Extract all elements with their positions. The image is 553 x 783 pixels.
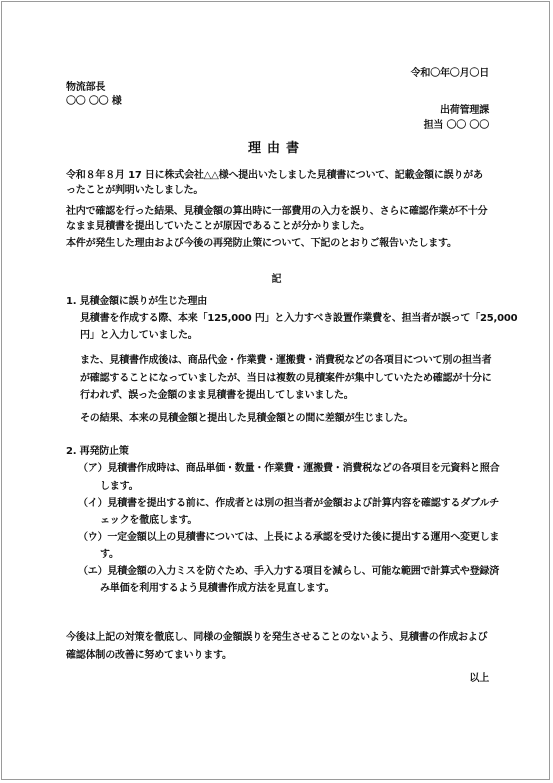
document-date: 令和〇年〇月〇日 [410, 68, 489, 79]
intro-line: 令和８年８月 17 日に株式会社△△様へ提出いたしました見積書について、記載金額に誤りがあ [66, 170, 483, 181]
section2-item: ェックを徹底します。 [100, 515, 198, 526]
section2-item: （ウ）一定金額以上の見積書については、上長による承認を受けた後に提出する運用へ変更しま [78, 532, 500, 543]
section1-line: 見積書を作成する際、本来「125,000 円」と入力すべき設置作業費を、担当者が誤って「25,000 [80, 313, 518, 324]
section2-item: （エ）見積金額の入力ミスを防ぐため、手入力する項目を減らし、可能な範囲で計算式や登録済 [78, 566, 499, 577]
closing-line: 確認体制の改善に努めてまいります。 [66, 650, 232, 661]
section1-heading: 1. 見積金額に誤りが生じた理由 [66, 296, 208, 307]
section1-line: また、見積書作成後は、商品代金・作業費・運搬費・消費税などの各項目について別の担当者 [80, 355, 492, 366]
ki-marker: 記 [271, 274, 282, 285]
section2-item: す。 [100, 549, 119, 560]
closing-line: 今後は上記の対策を徹底し、同様の金額誤りを発生させることのないよう、見積書の作成および [66, 632, 488, 643]
ijou-marker: 以上 [469, 673, 489, 684]
recipient-department: 物流部長 [66, 82, 106, 93]
intro-line: 本件が発生した理由および今後の再発防止策について、下記のとおりご報告いたします。 [66, 238, 457, 249]
sender-department: 出荷管理課 [440, 105, 489, 116]
section2-heading: 2. 再発防止策 [66, 446, 129, 457]
sender-name: 担当 〇〇 〇〇 [423, 120, 489, 131]
section2-item: （ア）見積書作成時は、商品単価・数量・作業費・運搬費・消費税などの各項目を元資料と照合 [78, 463, 500, 474]
section2-item: （イ）見積書を提出する前に、作成者とは別の担当者が金額および計算内容を確認するダブルチ [78, 498, 499, 509]
section1-line: その結果、本来の見積金額と提出した見積金額との間に差額が生じました。 [80, 413, 414, 424]
intro-line: なまま見積書を提出していたことが原因であることが分かりました。 [66, 221, 370, 232]
section1-line: 円」と入力していました。 [80, 330, 198, 341]
recipient-name: 〇〇 〇〇 様 [66, 96, 122, 107]
section1-line: 行われず、誤った金額のまま見積書を提出してしまいました。 [80, 390, 354, 401]
intro-line: 社内で確認を行った結果、見積金額の算出時に一部費用の入力を誤り、さらに確認作業が不十分 [66, 206, 488, 217]
section2-item: します。 [100, 481, 139, 492]
document-title: 理由書 [247, 141, 305, 156]
intro-line: ったことが判明いたしました。 [66, 185, 204, 196]
section2-item: み単価を利用するよう見積書作成方法を見直します。 [100, 583, 335, 594]
section1-line: が確認することになっていましたが、当日は複数の見積案件が集中していたため確認が十分に [80, 373, 492, 384]
